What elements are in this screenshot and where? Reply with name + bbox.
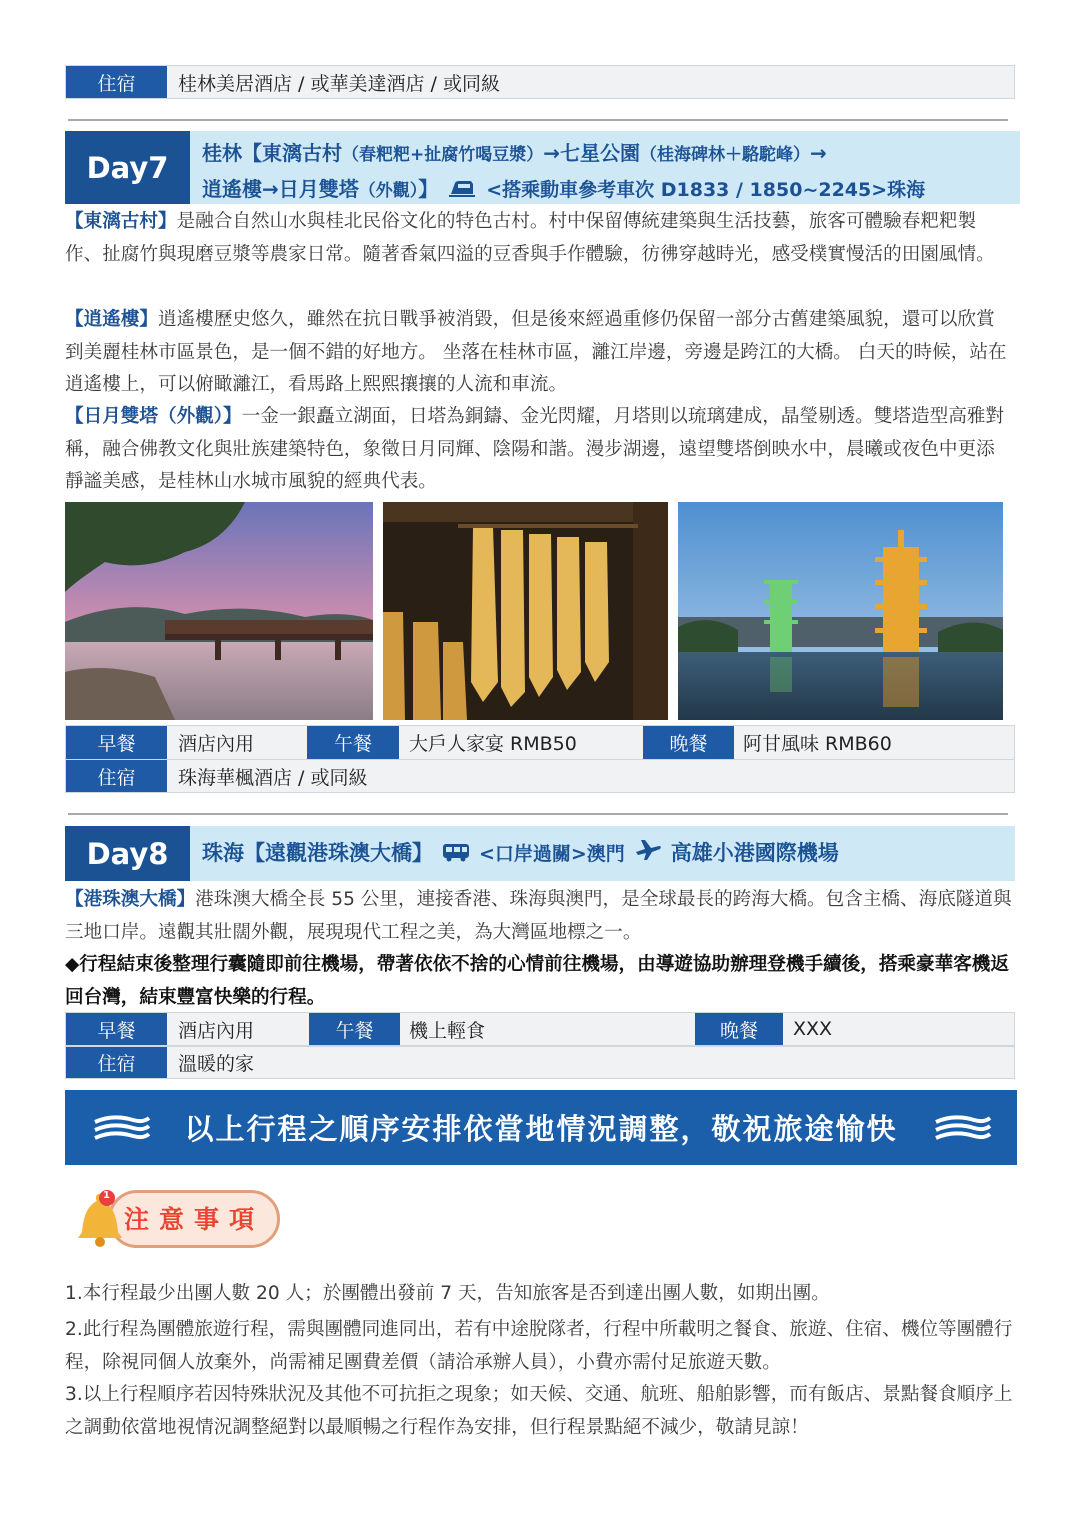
- lodging-label: 住宿: [66, 1047, 167, 1078]
- day7-desc-2: 【逍遙樓】逍遙樓歷史悠久，雖然在抗日戰爭被消毀，但是後來經過重修仍保留一部分古舊建築風貌，還可以欣賞到美麗桂林市區景色，是一個不錯的好地方。 坐落在桂林市區，灕江岸邊，旁邊是跨江的大橋。 白天的時候，站在逍遙樓上，可以俯瞰灕江，看馬路上熙熙攘攘的人流和車流。: [65, 309, 1007, 395]
- breakfast-value: 酒店內用: [178, 1019, 255, 1042]
- lunch-label: 午餐: [307, 726, 399, 759]
- lunch-label: 午餐: [309, 1013, 400, 1045]
- lodging-value: 溫暖的家: [178, 1053, 255, 1075]
- sun-moon-pagodas-photo: [678, 502, 1003, 720]
- airplane-icon: [634, 838, 662, 872]
- day7-route-header: [190, 131, 1020, 204]
- lunch-value: 大戶人家宴 RMB50: [409, 733, 577, 755]
- lunch-value: 機上輕食: [409, 1019, 486, 1042]
- dinner-label: 晚餐: [695, 1013, 783, 1045]
- divider: [68, 119, 1008, 121]
- lodging-value: 桂林美居酒店 / 或華美達酒店 / 或同級: [178, 72, 500, 95]
- lodging-label: 住宿: [66, 66, 167, 98]
- lodging-label: 住宿: [66, 760, 167, 792]
- notice-badge: 1: [103, 1190, 110, 1201]
- wave-icon: [934, 1114, 992, 1151]
- lodging-value: 珠海華楓酒店 / 或同級: [178, 766, 368, 789]
- wave-icon: [93, 1114, 151, 1151]
- day8-lodging-row: [65, 1046, 1015, 1079]
- tofu-skin-photo: [383, 502, 668, 720]
- day7-tag: Day7: [65, 131, 190, 204]
- village-bridge-photo: [65, 502, 373, 720]
- breakfast-label: 早餐: [66, 1013, 167, 1045]
- day8-desc-2: ◆行程結束後整理行囊隨即前往機場，帶著依依不捨的心情前往機場，由導遊協助辦理登機手續後，搭乘豪華客機返回台灣，結束豐富快樂的行程。: [65, 954, 1009, 1008]
- train-icon: [449, 174, 475, 205]
- day7-lodging-row: [65, 759, 1015, 793]
- dinner-label: 晚餐: [643, 726, 734, 759]
- divider: [68, 813, 1008, 815]
- notice-item-3: 3.以上行程順序若因特殊狀況及其他不可抗拒之現象；如天候、交通、航班、船舶影響，而有飯店、景點餐食順序上之調動依當地視情況調整絕對以最順暢之行程作為安排，但行程景點絕不減少，敬請見諒！: [65, 1384, 1013, 1438]
- day7-desc-3: 【日月雙塔（外觀）】一金一銀矗立湖面，日塔為銅鑄、金光閃耀，月塔則以琉璃建成，晶瑩剔透。雙塔造型高雅對稱，融合佛教文化與壯族建築特色，象徵日月同輝、陰陽和諧。漫步湖邊，遠望雙塔倒映水中，晨曦或夜色中更添靜謐美感，是桂林山水城市風貌的經典代表。: [65, 406, 1004, 492]
- day6-lodging-row: [65, 65, 1015, 99]
- bell-icon: [74, 1186, 126, 1254]
- day8-meals-row: [65, 1012, 1015, 1046]
- day8-desc-1: 【港珠澳大橋】港珠澳大橋全長 55 公里，連接香港、珠海與澳門，是全球最長的跨海大橋。包含主橋、海底隧道與三地口岸。遠觀其壯闊外觀，展現現代工程之美，為大灣區地標之一。: [65, 889, 1012, 943]
- day8-route-header: 珠海【遠觀港珠澳大橋】 <口岸過關>澳門 高雄小港國際機場: [190, 826, 1015, 881]
- notice-item-1: 1.本行程最少出團人數 20 人；於團體出發前 7 天，告知旅客是否到達出團人數，如期出團。: [65, 1283, 830, 1304]
- dinner-value: XXX: [793, 1018, 833, 1040]
- breakfast-value: 酒店內用: [178, 733, 255, 755]
- closing-banner: [65, 1090, 1017, 1165]
- day7-desc-1: 【東漓古村】是融合自然山水與桂北民俗文化的特色古村。村中保留傳統建築與生活技藝，旅客可體驗春粑粑製作、扯腐竹與現磨豆漿等農家日常。隨著香氣四溢的豆香與手作體驗，彷彿穿越時光，感受樸實慢活的田園風情。: [65, 211, 995, 265]
- notice-heading: [72, 1186, 284, 1256]
- day7-route-line2: 逍遙樓→日月雙塔（外觀）】 <搭乘動車參考車次 D1833 / 1850~2245>珠海: [202, 172, 1010, 204]
- day7-meals-row: [65, 725, 1015, 760]
- breakfast-label: 早餐: [66, 726, 167, 759]
- day7-route-line1: 桂林【東漓古村（春粑粑+扯腐竹喝豆漿）→七星公園（桂海碑林＋駱駝峰）→: [202, 141, 827, 165]
- day8-tag: Day8: [65, 826, 190, 881]
- notice-title: 注意事項: [124, 1205, 265, 1234]
- dinner-value: 阿甘風味 RMB60: [743, 733, 892, 755]
- bus-icon: [442, 838, 470, 872]
- banner-text: 以上行程之順序安排依當地情況調整，敬祝旅途愉快: [184, 1112, 898, 1146]
- notice-item-2: 2.此行程為團體旅遊行程，需與團體同進同出，若有中途脫隊者，行程中所載明之餐食、旅遊、住宿、機位等團體行程，除視同個人放棄外，尚需補足團費差價（請洽承辦人員），小費亦需付足旅遊天數。: [65, 1319, 1013, 1373]
